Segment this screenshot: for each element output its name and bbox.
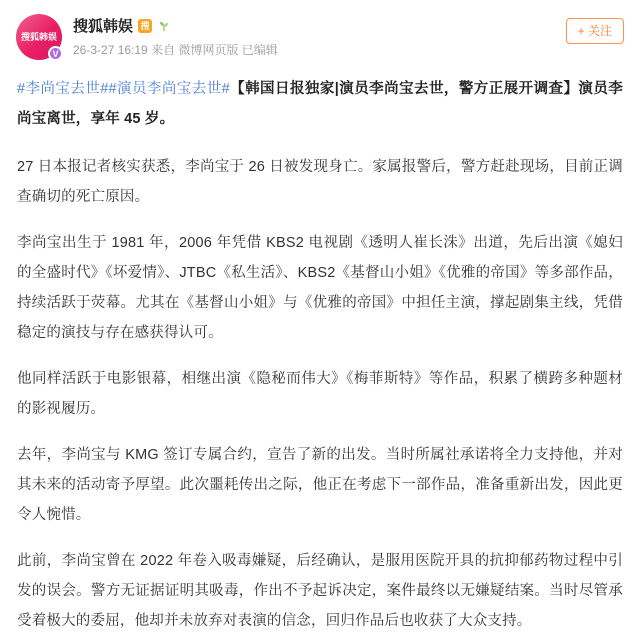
post-paragraph: 此前，李尚宝曾在 2022 年卷入吸毒嫌疑，后经确认，是服用医院开具的抗抑郁药物过程中引发的误会。警方无证据证明其吸毒，作出不予起诉决定，案件最终以无嫌疑结案。当时尽管承受着极大的委屈，他却并未放弃对表演的信念，回归作品后也收获了大众支持。 — [17, 553, 623, 629]
edited-flag: 已编辑 — [241, 43, 278, 57]
post-meta — [73, 42, 624, 58]
follow-button[interactable]: + 关注 — [566, 18, 624, 44]
member-badge-icon: V — [48, 46, 63, 61]
post-paragraph: 去年，李尚宝与 KMG 签订专属合约，宣告了新的出发。当时所属社承诺将全力支持他，并对其未来的活动寄予厚望。此次噩耗传出之际，他正在考虑下一部作品，准备重新出发，因此更令人惋惜。 — [17, 447, 623, 523]
post-content — [0, 74, 640, 636]
author-name-row — [73, 15, 624, 36]
post-header — [0, 0, 640, 60]
post-paragraph: 他同样活跃于电影银幕，相继出演《隐秘而伟大》《梅菲斯特》等作品，积累了横跨多种题材的影视履历。 — [17, 371, 623, 417]
topic-tag[interactable]: #李尚宝去世# — [17, 81, 109, 97]
post-paragraph: 27 日本报记者核实获悉，李尚宝于 26 日被发现身亡。家属报警后，警方赶赴现场，目前正调查确切的死亡原因。 — [17, 159, 623, 205]
post-paragraph — [17, 74, 623, 134]
post-lead-text: 【韩国日报独家|演员李尚宝去世，警方正展开调查】演员李尚宝离世，享年 45 岁。 — [17, 81, 624, 127]
post-date: 26-3-27 16:19 — [73, 43, 148, 57]
author-name[interactable]: 搜狐韩娱 — [73, 18, 134, 35]
leaf-icon — [157, 19, 171, 33]
avatar[interactable] — [16, 14, 62, 60]
author-info — [73, 14, 624, 58]
source-prefix: 来自 — [151, 43, 176, 57]
topic-tag[interactable]: #演员李尚宝去世# — [108, 81, 230, 97]
post-paragraph: 李尚宝出生于 1981 年，2006 年凭借 KBS2 电视剧《透明人崔长洙》出道，先后出演《媳妇的全盛时代》《坏爱情》、JTBC《私生活》、KBS2《基督山小姐》《优雅的帝国》等多部作品，持续活跃于荧幕。尤其在《基督山小姐》与《优雅的帝国》中担任主演，撑起剧集主线，凭借稳定的演技与存在感获得认可。 — [17, 235, 623, 341]
avatar-image[interactable]: 搜狐韩娱 — [16, 14, 62, 60]
post-source[interactable]: 微博网页版 — [178, 43, 239, 57]
verified-badge-icon: 搜 — [138, 19, 152, 33]
